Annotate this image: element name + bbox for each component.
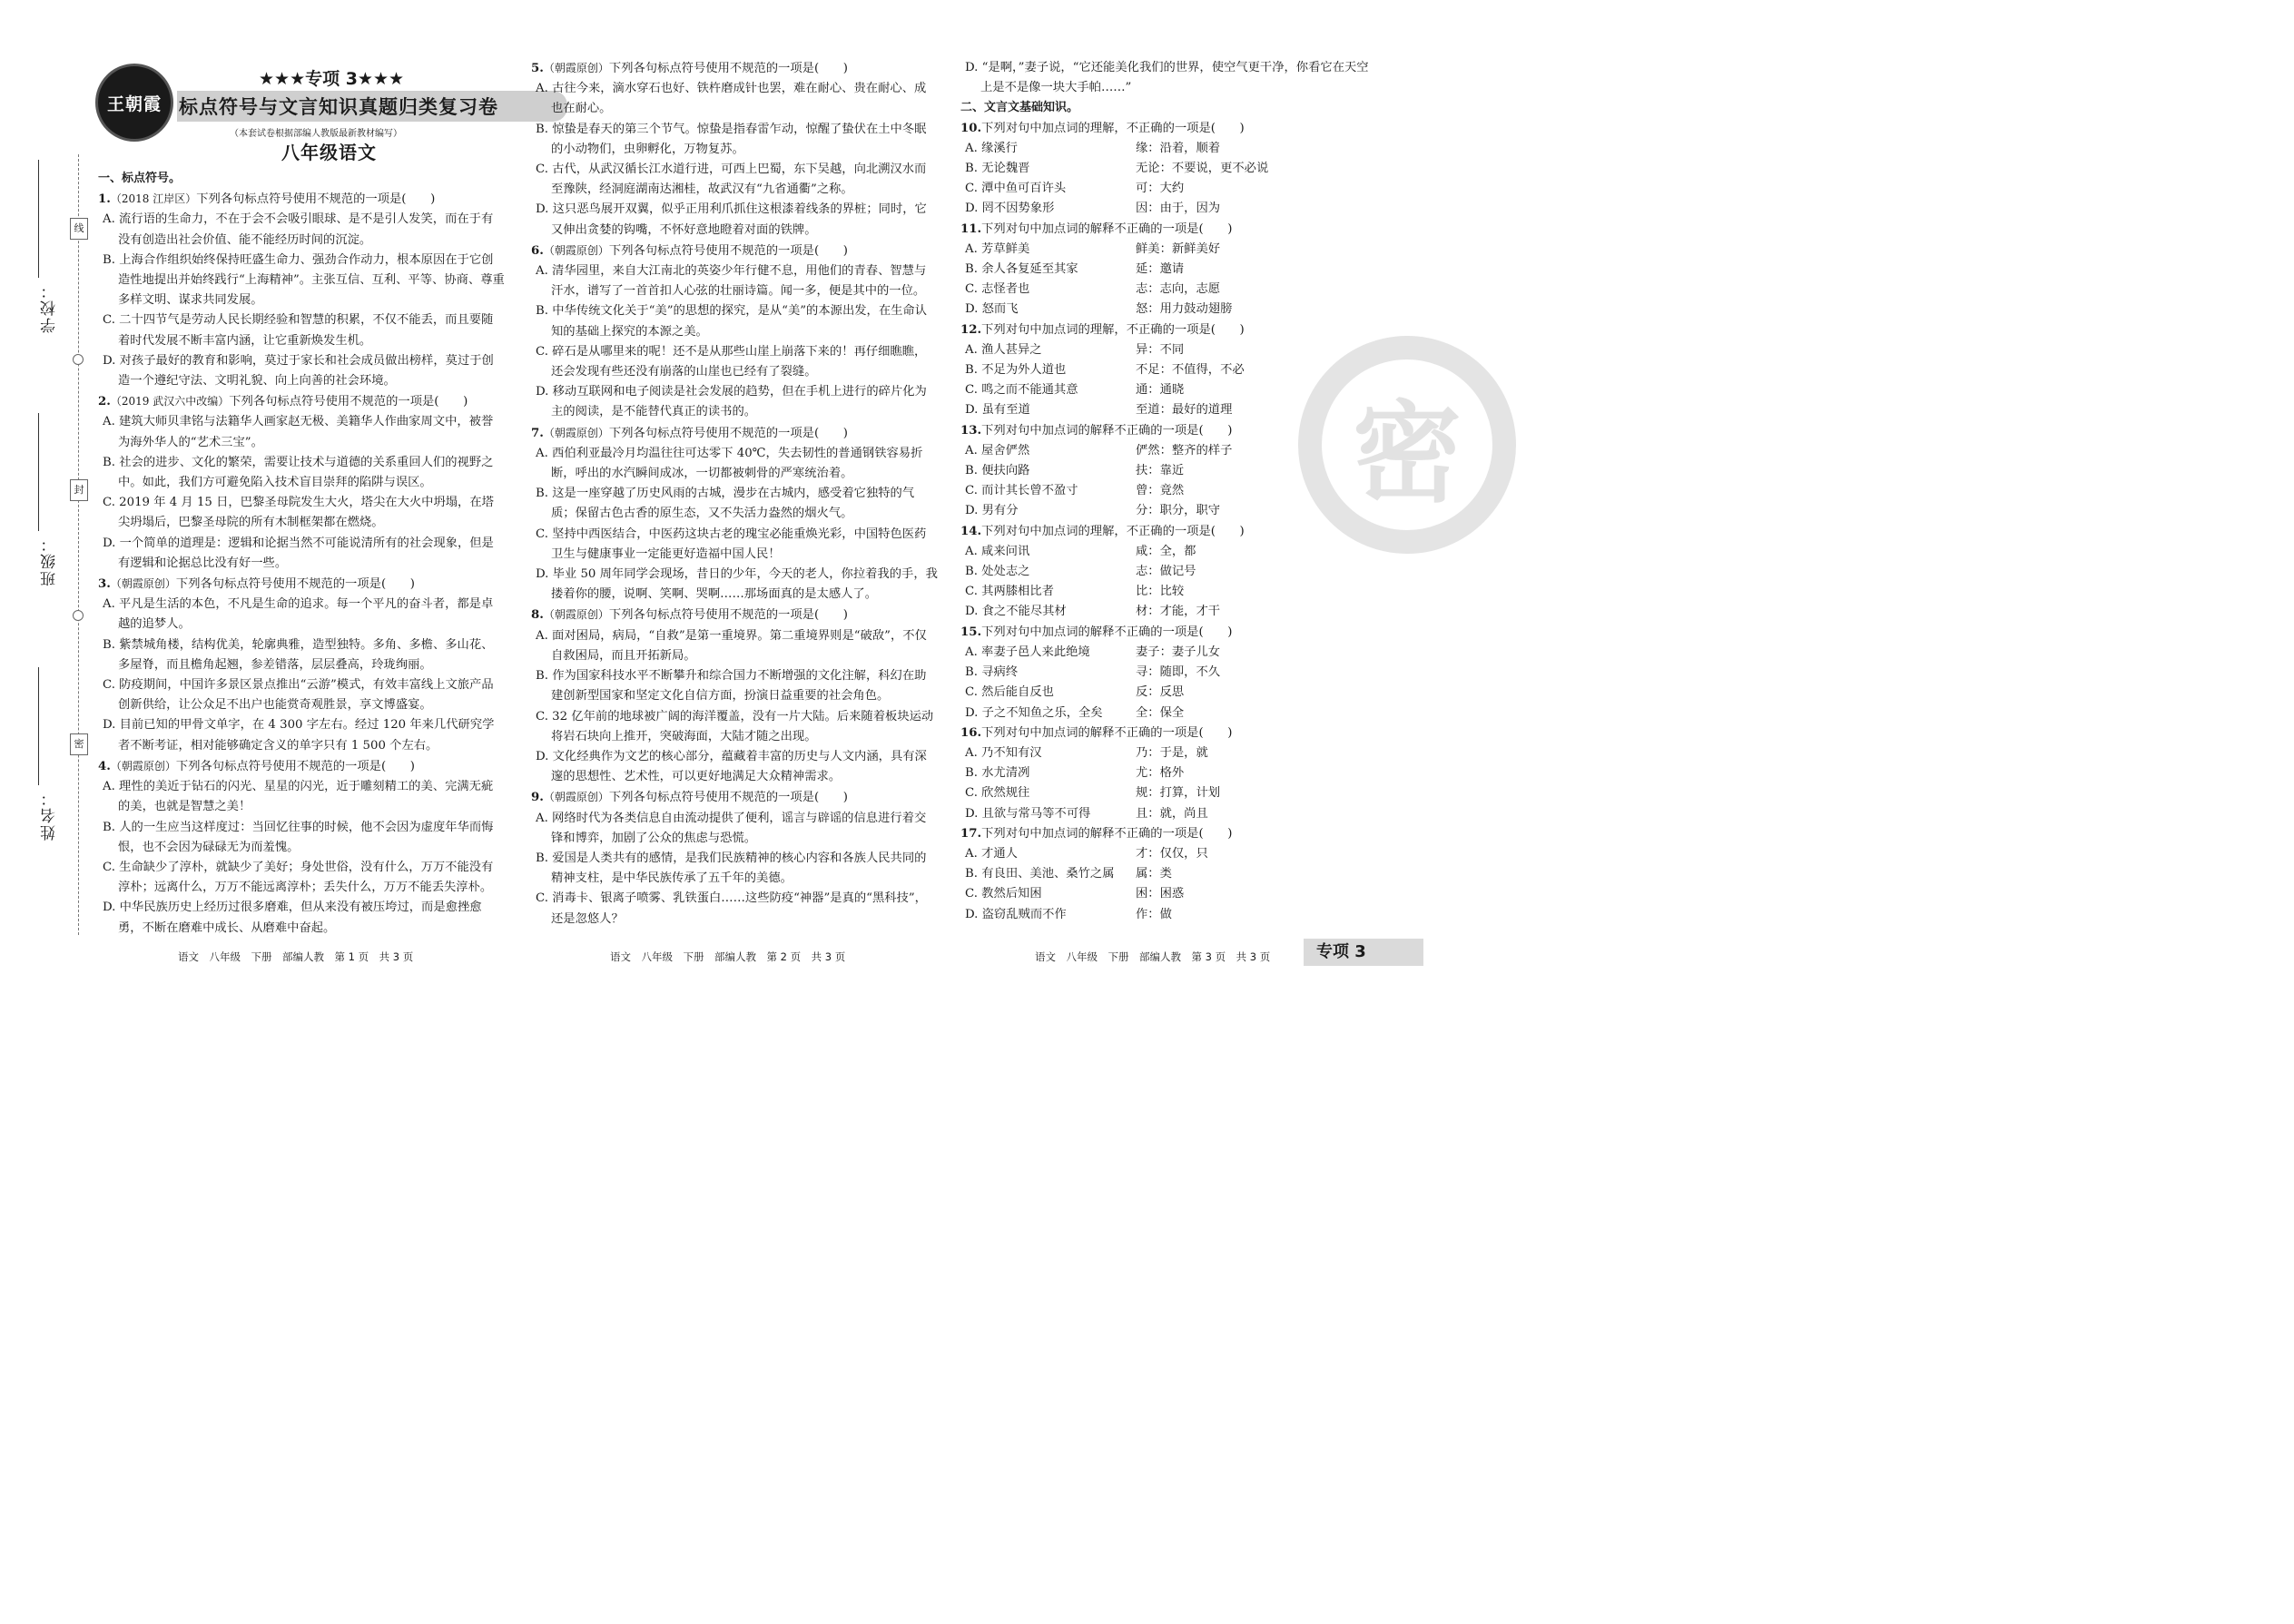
binding-strip xyxy=(0,0,102,1007)
question-text: 下列各句标点符号使用不规范的一项是( ) xyxy=(175,577,415,592)
option-explanation: 妻子：妻子儿女 xyxy=(1136,645,1221,659)
secret-watermark: 密 xyxy=(1298,336,1516,554)
section-heading: 一、标点符号。 xyxy=(98,172,182,185)
option-sentence: B. 处处志之 xyxy=(965,565,1030,579)
option-explanation: 无论：不要说，更不必说 xyxy=(1136,162,1269,176)
option-sentence: D. 怒而飞 xyxy=(965,302,1019,317)
option-sentence: A. 缘溪行 xyxy=(965,141,1018,155)
word-option xyxy=(960,905,1369,925)
option-sentence: C. 然后能自反也 xyxy=(965,685,1054,700)
question-option: B. 惊蛰是春天的第三个节气。惊蛰是指春雷乍动，惊醒了蛰伏在土中冬眠的小动物们，虫卵孵化，万物复苏。 xyxy=(536,122,927,156)
word-option xyxy=(960,884,1369,904)
option-explanation: 扶：靠近 xyxy=(1136,464,1185,478)
option-sentence: B. 便扶向路 xyxy=(965,464,1030,478)
question-option: C. 2019 年 4 月 15 日，巴黎圣母院发生大火，塔尖在大火中坍塌，在塔尖坍塌后，巴黎圣母院的所有木制框架都在燃烧。 xyxy=(103,496,494,530)
word-option xyxy=(960,763,1369,783)
option-sentence: D. 食之不能尽其材 xyxy=(965,605,1067,619)
word-option xyxy=(960,139,1369,159)
special-label: ★★★专项 3★★★ xyxy=(259,69,405,89)
option-sentence: C. 教然后知困 xyxy=(965,887,1042,901)
question-text: 下列对句中加点词的解释不正确的一项是( ) xyxy=(981,423,1233,438)
option-explanation: 至道：最好的道理 xyxy=(1136,403,1233,418)
question-text: 下列各句标点符号使用不规范的一项是( ) xyxy=(229,395,468,409)
option-sentence: A. 才通人 xyxy=(965,846,1018,861)
word-option xyxy=(960,663,1369,683)
question-option: B. 紫禁城角楼，结构优美，轮廓典雅，造型独特。多角、多檐、多山花、多屋脊，而且檐角起翘，参差错落，层层叠高，玲珑绚丽。 xyxy=(103,637,494,672)
question-stem xyxy=(98,574,505,595)
question-number: 1. xyxy=(98,192,111,207)
word-option xyxy=(960,300,1369,320)
option-sentence: D. 且欲与常马等不可得 xyxy=(965,806,1091,821)
question-option: D. 对孩子最好的教育和影响，莫过于家长和社会成员做出榜样，莫过于创造一个遵纪守法、文明礼貌、向上向善的社会环境。 xyxy=(103,353,494,389)
option-explanation: 分：职分，职守 xyxy=(1136,504,1221,518)
question-text: 下列对句中加点词的解释不正确的一项是( ) xyxy=(981,221,1233,236)
school-field[interactable]: 学校： xyxy=(38,160,61,333)
question-option: D. 中华民族历史上经历过很多磨难，但从来没有被压垮过，而是愈挫愈勇，不断在磨难中成长、从磨难中奋起。 xyxy=(103,901,482,935)
question-option: D. “是啊，”妻子说，“它还能美化我们的世界，使空气更干净，你看它在天空上是不是像一块大手帕……” xyxy=(965,61,1369,95)
question-stem xyxy=(960,623,1369,643)
question-option: D. 目前已知的甲骨文单字，在 4 300 字左右。经过 120 年来几代研究学者不断考证，相对能够确定含义的单字只有 1 500 个左右。 xyxy=(103,718,495,753)
page-footer: 语文 八年级 下册 部编人教 第 1 页 共 3 页 xyxy=(178,950,414,963)
binding-hole xyxy=(73,354,84,365)
question-option: A. 面对困局，病局，“自救”是第一重境界。第二重境界则是“破敌”，不仅自救困局，而且开拓新局。 xyxy=(536,628,927,663)
option-sentence: C. 其两膝相比者 xyxy=(965,585,1054,599)
page-footer: 语文 八年级 下册 部编人教 第 3 页 共 3 页 xyxy=(1035,950,1271,963)
class-field[interactable]: 班级： xyxy=(38,413,61,586)
question-option: C. 古代，从武汉循长江水道行进，可西上巴蜀，东下吴越，向北溯汉水而至豫陕，经洞庭湖南达湘桂，故武汉有“九省通衢”之称。 xyxy=(536,162,927,197)
word-option xyxy=(960,804,1369,824)
option-sentence: B. 寻病终 xyxy=(965,665,1019,680)
question-stem xyxy=(960,824,1369,844)
word-option xyxy=(960,704,1369,723)
question-number: 6. xyxy=(531,243,544,258)
option-sentence: B. 余人各复延至其家 xyxy=(965,262,1078,277)
special-tag: 专项 3 xyxy=(1304,939,1423,966)
word-option xyxy=(960,280,1369,300)
option-sentence: A. 乃不知有汉 xyxy=(965,745,1042,760)
word-option xyxy=(960,582,1369,602)
question-text: 下列各句标点符号使用不规范的一项是( ) xyxy=(196,192,436,207)
question-option: A. 西伯利亚最冷月均温往往可达零下 40℃，失去韧性的普通钢铁容易折断，呼出的水汽瞬间成冰，一切都被刺骨的严寒统治着。 xyxy=(536,446,923,481)
word-option xyxy=(960,400,1369,420)
question-number: 17. xyxy=(960,826,982,841)
option-explanation: 志：志向，志愿 xyxy=(1136,282,1221,297)
question-source: （2018 江岸区） xyxy=(110,192,197,206)
question-option: D. 一个简单的道理是：逻辑和论据当然不可能说清所有的社会现象，但是有逻辑和论据总比没有好一些。 xyxy=(103,536,494,570)
question-source: （朝霞原创） xyxy=(543,791,609,804)
question-number: 9. xyxy=(531,791,544,805)
question-option: A. 网络时代为各类信息自由流动提供了便利，谣言与辟谣的信息进行着交锋和博弈，加剧了公众的焦虑与恐慌。 xyxy=(536,811,927,845)
question-number: 7. xyxy=(531,426,544,440)
question-stem xyxy=(531,58,938,79)
question-text: 下列对句中加点词的解释不正确的一项是( ) xyxy=(981,725,1233,740)
question-option: C. 消毒卡、银离子喷雾、乳铁蛋白……这些防疫“神器”是真的“黑科技”，还是忽悠人？ xyxy=(536,891,927,926)
word-option xyxy=(960,683,1369,703)
option-explanation: 缘：沿着，顺着 xyxy=(1136,141,1221,155)
cut-line xyxy=(78,154,79,935)
question-text: 下列各句标点符号使用不规范的一项是( ) xyxy=(608,62,848,75)
question-source: （朝霞原创） xyxy=(110,759,176,773)
question-stem xyxy=(960,723,1369,743)
question-stem xyxy=(960,522,1369,542)
question-option: B. 这是一座穿越了历史风雨的古城，漫步在古城内，感受着它独特的气质；保留古色古香的原生态，又不失活力盎然的烟火气。 xyxy=(536,487,915,521)
option-explanation: 才：仅仅，只 xyxy=(1136,846,1208,861)
word-option xyxy=(960,240,1369,260)
question-option: C. 二十四节气是劳动人民长期经验和智慧的积累，不仅不能丢，而且要随着时代发展不断丰富内涵，让它重新焕发生机。 xyxy=(103,313,494,348)
question-option: C. 32 亿年前的地球被广阔的海洋覆盖，没有一片大陆。后来随着板块运动将岩石块向上推开，突破海面，大陆才随之出现。 xyxy=(536,709,934,743)
option-sentence: B. 有良田、美池、桑竹之属 xyxy=(965,867,1115,881)
question-number: 13. xyxy=(960,423,982,438)
option-explanation: 反：反思 xyxy=(1136,685,1185,700)
option-explanation: 因：由于，因为 xyxy=(1136,202,1221,216)
option-sentence: A. 渔人甚异之 xyxy=(965,342,1042,357)
question-stem xyxy=(531,787,938,808)
option-sentence: B. 无论魏晋 xyxy=(965,162,1030,176)
option-explanation: 曾：竟然 xyxy=(1136,484,1185,498)
word-option xyxy=(960,602,1369,622)
option-sentence: A. 屋舍俨然 xyxy=(965,443,1030,458)
question-stem xyxy=(960,320,1369,340)
seal-mark-line: 线 xyxy=(70,218,88,240)
question-option: A. 清华园里，来自大江南北的英姿少年行健不息，用他们的青春、智慧与汗水，谱写了一首首扣人心弦的壮丽诗篇。闻一多，便是其中的一位。 xyxy=(536,264,927,299)
option-explanation: 乃：于是，就 xyxy=(1136,745,1208,760)
binding-hole xyxy=(73,610,84,621)
option-explanation: 且：就，尚且 xyxy=(1136,806,1208,821)
option-explanation: 延：邀请 xyxy=(1136,262,1185,277)
option-explanation: 寻：随即，不久 xyxy=(1136,665,1221,680)
option-sentence: C. 志怪者也 xyxy=(965,282,1030,297)
question-text: 下列各句标点符号使用不规范的一项是( ) xyxy=(608,608,848,623)
option-sentence: A. 芳草鲜美 xyxy=(965,241,1030,256)
word-option xyxy=(960,441,1369,461)
question-number: 4. xyxy=(98,759,111,773)
question-text: 下列对句中加点词的理解，不正确的一项是( ) xyxy=(981,524,1245,538)
option-explanation: 志：做记号 xyxy=(1136,565,1196,579)
option-explanation: 鲜美：新鲜美好 xyxy=(1136,241,1221,256)
question-number: 10. xyxy=(960,121,982,135)
option-sentence: D. 罔不因势象形 xyxy=(965,202,1055,216)
question-text: 下列对句中加点词的解释不正确的一项是( ) xyxy=(981,625,1233,639)
question-stem xyxy=(531,241,938,261)
question-source: （朝霞原创） xyxy=(543,243,609,257)
question-stem xyxy=(98,189,505,210)
word-option xyxy=(960,643,1369,663)
word-option xyxy=(960,461,1369,481)
option-explanation: 作：做 xyxy=(1136,907,1172,921)
word-option xyxy=(960,542,1369,562)
question-source: （朝霞原创） xyxy=(110,577,176,591)
question-number: 16. xyxy=(960,725,982,740)
section-heading: 二、文言文基础知识。 xyxy=(960,101,1079,115)
option-explanation: 可：大约 xyxy=(1136,182,1185,196)
paper-header xyxy=(95,58,504,167)
question-option: B. 人的一生应当这样度过：当回忆往事的时候，他不会因为虚度年华而悔恨，也不会因为碌碌无为而羞愧。 xyxy=(103,820,494,854)
question-text: 下列各句标点符号使用不规范的一项是( ) xyxy=(608,243,848,258)
word-option xyxy=(960,743,1369,763)
question-source: （2019 武汉六中改编） xyxy=(110,395,230,408)
question-number: 8. xyxy=(531,608,544,623)
question-text: 下列各句标点符号使用不规范的一项是( ) xyxy=(175,759,415,773)
question-option: C. 生命缺少了淳朴，就缺少了美好；身处世俗，没有什么，万万不能没有淳朴；远离什么，万万不能远离淳朴；丢失什么，万万不能丢失淳朴。 xyxy=(103,860,494,895)
seal-mark-secret: 密 xyxy=(70,733,88,755)
option-explanation: 材：才能，才干 xyxy=(1136,605,1221,619)
question-option: A. 古往今来，滴水穿石也好、铁杵磨成针也罢，难在耐心、贵在耐心、成也在耐心。 xyxy=(536,82,927,116)
question-option: D. 文化经典作为文艺的核心部分，蕴藏着丰富的历史与人文内涵，具有深邃的思想性、艺术性，可以更好地满足大众精神需求。 xyxy=(536,749,927,784)
question-stem xyxy=(98,756,505,777)
brand-logo: 王朝霞 xyxy=(95,64,173,142)
option-explanation: 俨然：整齐的样子 xyxy=(1136,443,1233,458)
question-option: D. 移动互联网和电子阅读是社会发展的趋势，但在手机上进行的碎片化为主的阅读，是不能替代真正的读书的。 xyxy=(536,385,927,419)
question-stem xyxy=(98,391,505,412)
word-option xyxy=(960,783,1369,803)
question-number: 3. xyxy=(98,577,111,592)
option-explanation: 属：类 xyxy=(1136,867,1172,881)
option-sentence: B. 水尤清冽 xyxy=(965,766,1030,781)
seal-mark-seal: 封 xyxy=(70,479,88,501)
option-explanation: 通：通晓 xyxy=(1136,383,1185,398)
question-option: A. 理性的美近于钻石的闪光、星星的闪光，近于雕刻精工的美、完满无疵的美，也就是智慧之美！ xyxy=(103,780,494,814)
name-field[interactable]: 姓名： xyxy=(38,667,61,841)
question-number: 12. xyxy=(960,322,982,337)
question-stem xyxy=(531,605,938,625)
option-explanation: 尤：格外 xyxy=(1136,766,1185,781)
word-option xyxy=(960,260,1369,280)
option-explanation: 困：困惑 xyxy=(1136,887,1185,901)
question-number: 14. xyxy=(960,524,982,538)
question-option: C. 坚持中西医结合，中医药这块古老的瑰宝必能重焕光彩，中国特色医药卫生与健康事业一定能更好造福中国人民！ xyxy=(536,527,927,561)
word-option xyxy=(960,199,1369,219)
word-option xyxy=(960,159,1369,179)
question-stem xyxy=(960,421,1369,441)
option-explanation: 咸：全，都 xyxy=(1136,544,1196,558)
option-explanation: 规：打算，计划 xyxy=(1136,786,1221,801)
question-option: A. 建筑大师贝聿铭与法籍华人画家赵无极、美籍华人作曲家周文中，被誉为海外华人的“艺术三宝”。 xyxy=(103,415,494,449)
paper-title: 标点符号与文言知识真题归类复习卷 xyxy=(179,96,498,118)
word-option xyxy=(960,501,1369,521)
question-stem xyxy=(960,220,1369,240)
option-sentence: A. 率妻子邑人来此绝境 xyxy=(965,645,1090,659)
column-1 xyxy=(98,169,505,939)
question-source: （朝霞原创） xyxy=(543,426,609,439)
option-sentence: D. 子之不知鱼之乐，全矣 xyxy=(965,705,1103,720)
option-sentence: C. 而计其长曾不盈寸 xyxy=(965,484,1078,498)
question-option: D. 这只恶鸟展开双翼，似乎正用利爪抓住这根漆着线条的界桩；同时，它又伸出贪婪的钩嘴，不怀好意地瞪着对面的铁牌。 xyxy=(536,202,927,237)
option-sentence: C. 潭中鱼可百许头 xyxy=(965,182,1067,196)
option-explanation: 怒：用力鼓动翅膀 xyxy=(1136,302,1233,317)
question-source: （朝霞原创） xyxy=(543,608,609,622)
column-2 xyxy=(531,58,938,930)
question-option: C. 碎石是从哪里来的呢！还不是从那些山崖上崩落下来的！再仔细瞧瞧，还会发现有些还没有崩落的山崖也已经有了裂缝。 xyxy=(536,344,927,379)
word-option xyxy=(960,380,1369,400)
word-option xyxy=(960,864,1369,884)
page-footer: 语文 八年级 下册 部编人教 第 2 页 共 3 页 xyxy=(610,950,846,963)
option-sentence: D. 盗窃乱贼而不作 xyxy=(965,907,1067,921)
option-explanation: 全：保全 xyxy=(1136,705,1185,720)
word-option xyxy=(960,179,1369,199)
word-option xyxy=(960,844,1369,864)
question-number: 15. xyxy=(960,625,982,639)
question-text: 下列对句中加点词的理解，不正确的一项是( ) xyxy=(981,121,1245,135)
word-option xyxy=(960,360,1369,380)
question-text: 下列各句标点符号使用不规范的一项是( ) xyxy=(608,791,848,805)
option-explanation: 异：不同 xyxy=(1136,342,1185,357)
question-option: C. 防疫期间，中国许多景区景点推出“云游”模式，有效丰富线上文旅产品创新供给，让公众足不出户也能赏奇观胜景，享文博盛宴。 xyxy=(103,678,494,713)
question-stem xyxy=(531,423,938,444)
question-number: 2. xyxy=(98,395,111,409)
question-option: A. 平凡是生活的本色，不凡是生命的追求。每一个平凡的奋斗者，都是卓越的追梦人。 xyxy=(103,597,494,632)
question-option: B. 作为国家科技水平不断攀升和综合国力不断增强的文化注解，科幻在助建创新型国家和坚定文化自信方面，扮演日益重要的社会角色。 xyxy=(536,669,927,704)
option-sentence: C. 鸣之而不能通其意 xyxy=(965,383,1078,398)
option-sentence: D. 男有分 xyxy=(965,504,1019,518)
option-sentence: B. 不足为外人道也 xyxy=(965,363,1067,378)
question-stem xyxy=(960,119,1369,139)
question-option: B. 上海合作组织始终保持旺盛生命力、强劲合作动力，根本原因在于它创造性地提出并始终践行“上海精神”。主张互信、互利、平等、协商、尊重多样文明、谋求共同发展。 xyxy=(103,252,505,308)
question-option: D. 毕业 50 周年同学会现场，昔日的少年，今天的老人，你拉着我的手，我搂着你的腰，说啊、笑啊、哭啊……那场面真的是太感人了。 xyxy=(536,567,938,602)
word-option xyxy=(960,481,1369,501)
question-option: B. 中华传统文化关于“美”的思想的探究，是从“美”的本源出发，在生命认知的基础上探究的本源之美。 xyxy=(536,304,928,339)
option-sentence: C. 欣然规往 xyxy=(965,786,1030,801)
question-source: （朝霞原创） xyxy=(543,62,609,74)
question-number: 5. xyxy=(531,62,544,75)
question-text: 下列对句中加点词的理解，不正确的一项是( ) xyxy=(981,322,1245,337)
word-option xyxy=(960,562,1369,582)
question-option: B. 社会的进步、文化的繁荣，需要让技术与道德的关系重回人们的视野之中。如此，我们方可避免陷入技术盲目崇拜的陷阱与误区。 xyxy=(103,455,494,490)
grade-subject: 八年级语文 xyxy=(281,142,377,163)
question-text: 下列各句标点符号使用不规范的一项是( ) xyxy=(608,426,848,440)
paper-subtitle: （本套试卷根据部编人教版最新教材编写） xyxy=(230,129,402,139)
option-explanation: 比：比较 xyxy=(1136,585,1185,599)
option-explanation: 不足：不值得，不必 xyxy=(1136,363,1245,378)
question-number: 11. xyxy=(960,221,982,236)
question-option: B. 爱国是人类共有的感情，是我们民族精神的核心内容和各族人民共同的精神支柱，是中华民族传承了五千年的美德。 xyxy=(536,851,927,886)
question-option: A. 流行语的生命力，不在于会不会吸引眼球、是不是引人发笑，而在于有没有创造出社会价值、能不能经历时间的沉淀。 xyxy=(103,212,494,247)
option-sentence: D. 虽有至道 xyxy=(965,403,1030,418)
word-option xyxy=(960,340,1369,360)
question-text: 下列对句中加点词的解释不正确的一项是( ) xyxy=(981,826,1233,841)
column-3 xyxy=(960,58,1369,925)
option-sentence: A. 咸来问讯 xyxy=(965,544,1030,558)
